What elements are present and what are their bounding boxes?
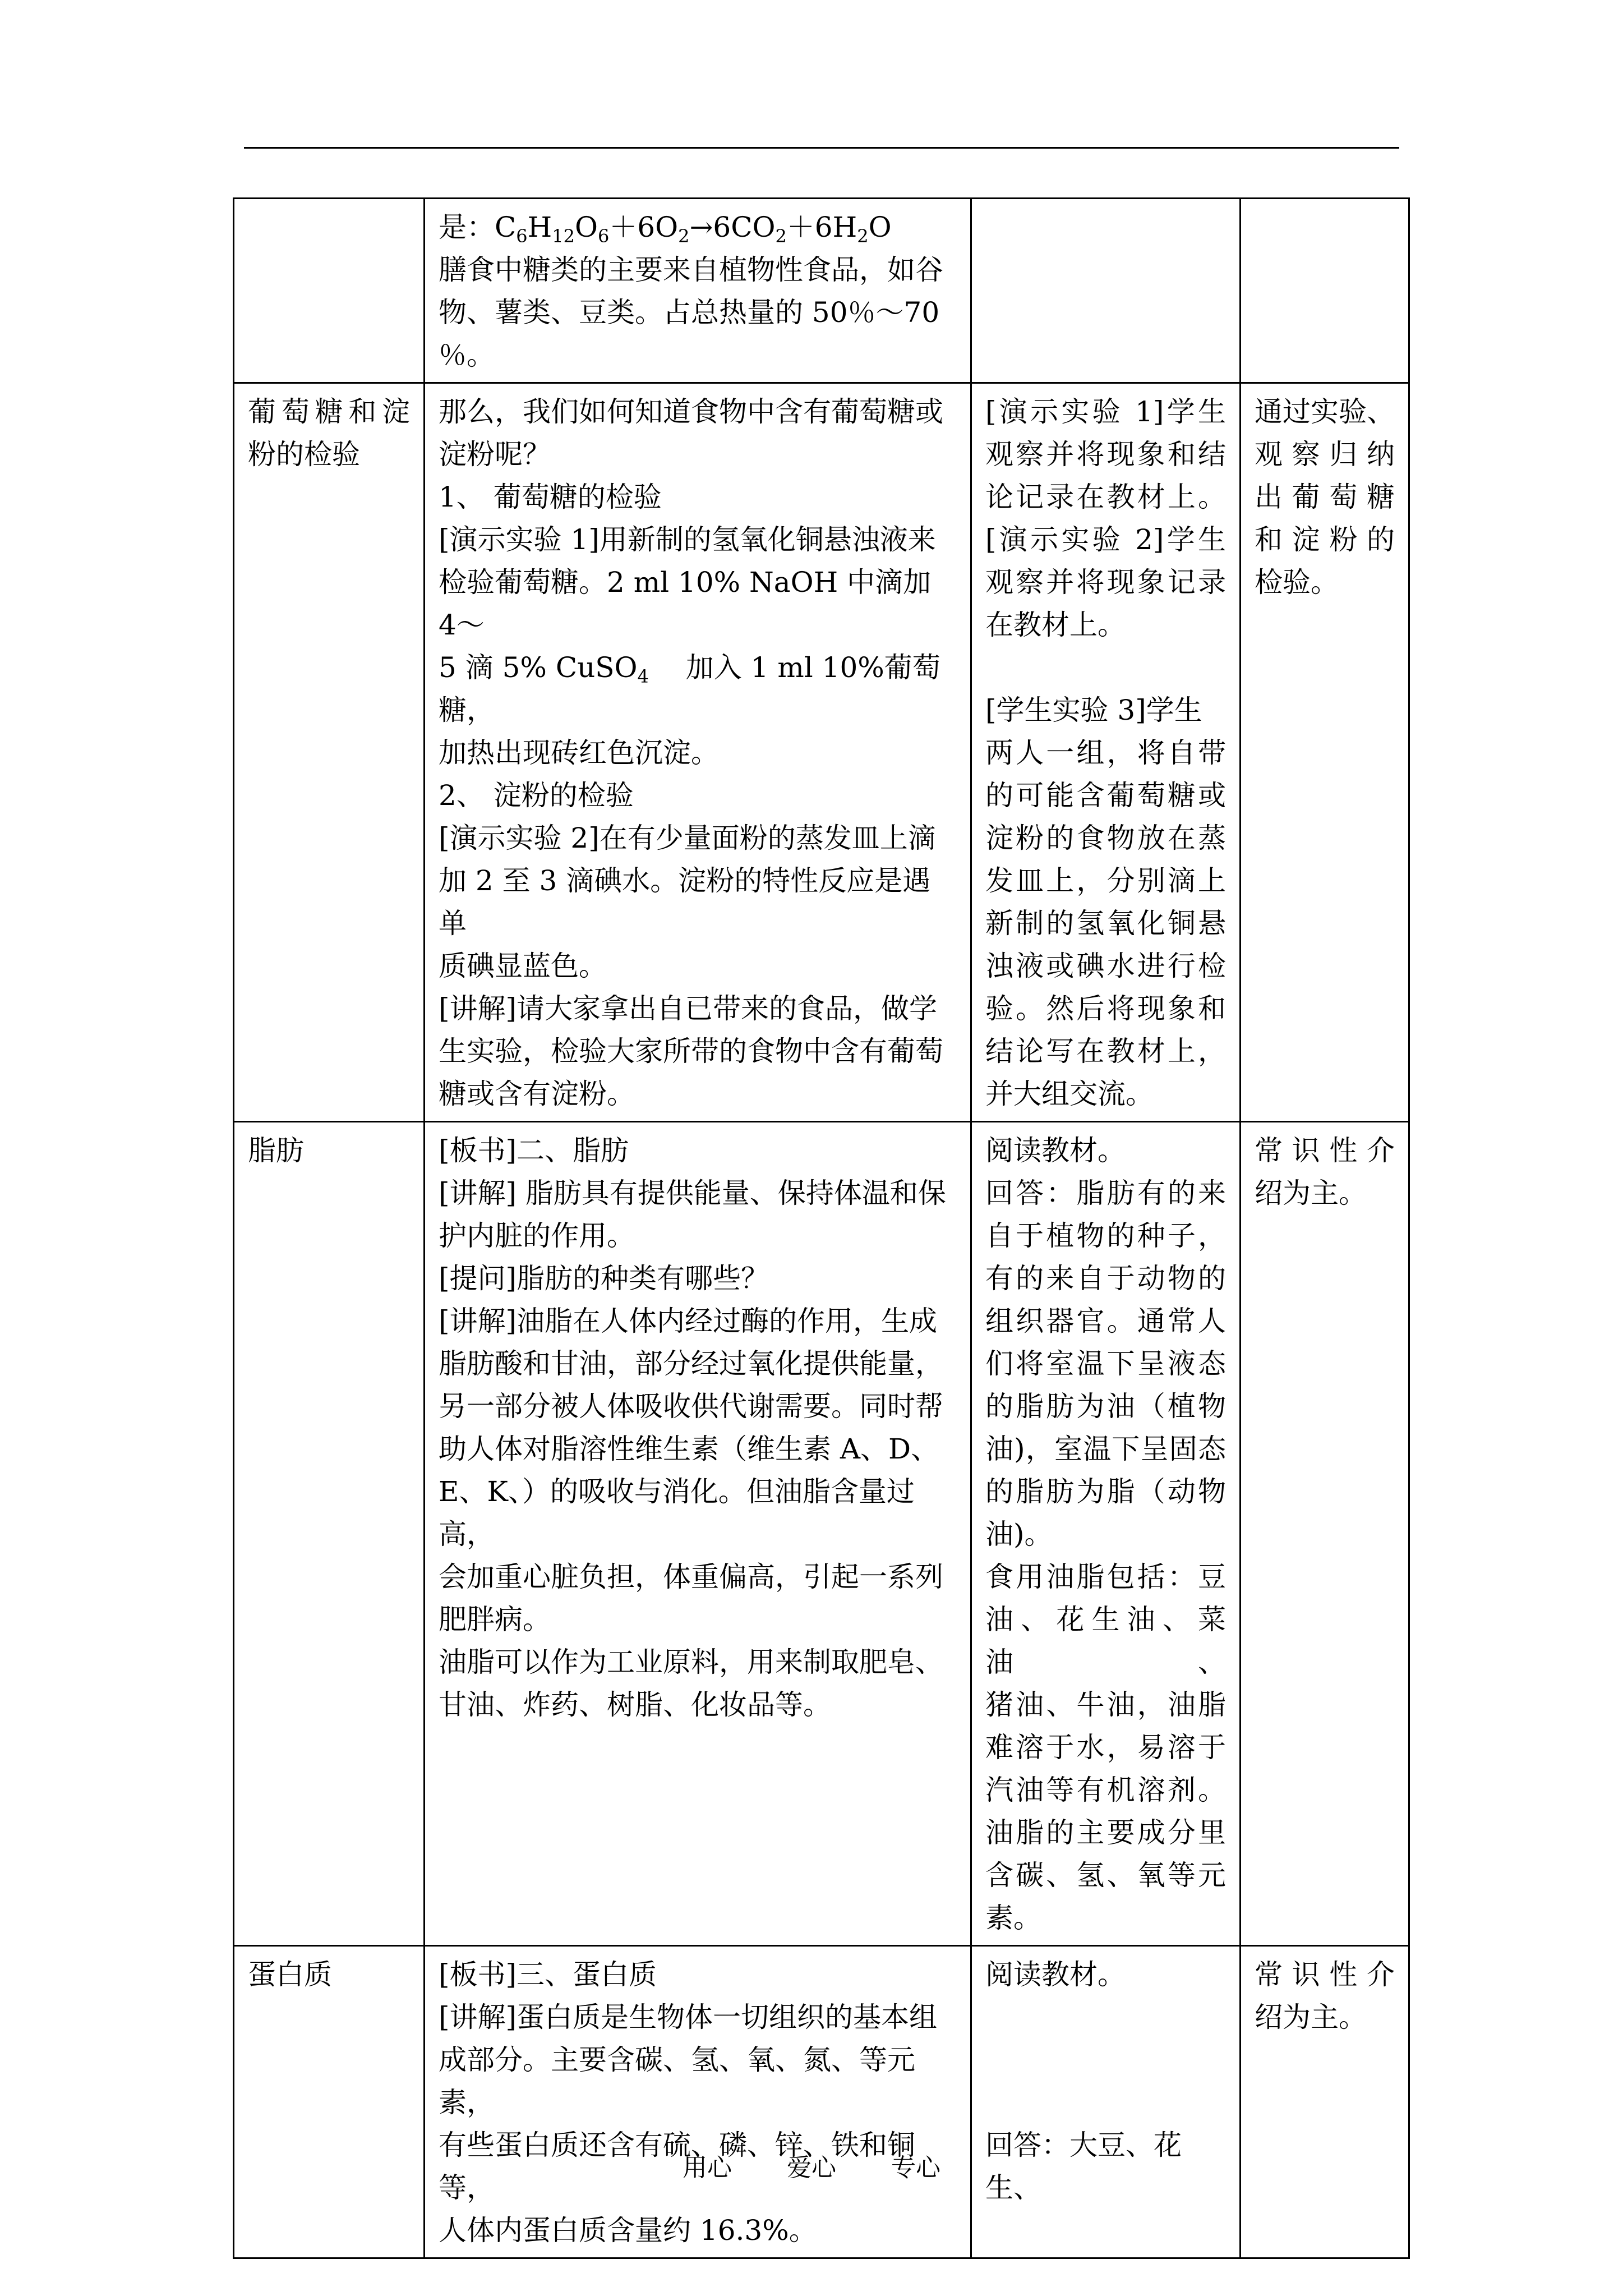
text-line: 自于植物的种子， <box>985 1220 1226 1252</box>
text-line: 油)。 <box>985 1518 1053 1550</box>
text-line: 膳食中糖类的主要来自植物性食品，如谷 <box>439 254 943 286</box>
text-line: 那么，我们如何知道食物中含有葡萄糖或 <box>439 395 943 428</box>
text-line: 常识性介 <box>1255 1958 1395 1991</box>
text-line: 回答：脂肪有的来 <box>985 1177 1226 1209</box>
text-line: 绍为主。 <box>1255 1177 1367 1209</box>
text-line: 糖或含有淀粉。 <box>439 1078 635 1110</box>
text-line: 有些蛋白质还含有硫、磷、锌、铁和铜等， <box>439 2129 915 2204</box>
text-line: 油脂可以作为工业原料，用来制取肥皂、 <box>439 1646 943 1678</box>
text-line: 组织器官。通常人 <box>985 1305 1226 1337</box>
design-intent-cell <box>1241 383 1409 1122</box>
text-line: 加热出现砖红色沉淀。 <box>439 737 719 769</box>
text-line: 会加重心脏负担，体重偏高，引起一系列 <box>439 1561 943 1593</box>
text-line: 回答：大豆、花生、 <box>985 2129 1182 2204</box>
text-line: 含碳、氢、氧等元 <box>985 1859 1226 1892</box>
text-line: 甘油、炸药、树脂、化妆品等。 <box>439 1688 831 1721</box>
table-row <box>234 383 1409 1122</box>
text-line: 结论写在教材上， <box>985 1035 1226 1068</box>
text-line: 成部分。主要含碳、氢、氧、氮、等元素， <box>439 2044 915 2119</box>
text-line: 检验葡萄糖。2 ml 10% NaOH 中滴加 4～ <box>439 566 932 641</box>
text-line: 猪油、牛油，油脂 <box>985 1688 1226 1721</box>
footer-text: 专心 <box>891 2154 940 2182</box>
text-line: 淀粉呢？ <box>439 438 551 471</box>
topic-cell <box>234 199 425 383</box>
footer-text: 用心 <box>683 2154 732 2182</box>
text-line: [学生实验 3]学生 <box>985 694 1202 726</box>
text-line: [讲解]请大家拿出自已带来的食品，做学 <box>439 992 938 1025</box>
text-line: [演示实验 2]学生 <box>985 523 1226 556</box>
design-intent-cell <box>1241 1946 1409 2258</box>
student-activity-cell <box>971 1946 1241 2258</box>
topic-label: 蛋白质 <box>248 1958 332 1991</box>
text-line: 5 滴 5% CuSO$_4$ 加入 1 ml 10%葡萄糖， <box>439 651 940 726</box>
text-line: 发皿上，分别滴上 <box>985 864 1226 897</box>
text-line: 难溶于水，易溶于 <box>985 1731 1226 1764</box>
topic-label: 脂肪 <box>248 1134 304 1167</box>
student-activity-cell <box>971 199 1241 383</box>
text-line: 另一部分被人体吸收供代谢需要。同时帮 <box>439 1390 943 1423</box>
student-activity-cell <box>971 383 1241 1122</box>
teacher-activity-cell <box>425 1122 971 1946</box>
topic-label: 葡萄糖和淀 <box>248 395 410 428</box>
text-line: 检验。 <box>1255 566 1339 599</box>
text-line: 物、薯类、豆类。占总热量的 50％～70 <box>439 296 940 329</box>
blank-line <box>985 2081 1226 2124</box>
blank-line <box>985 646 1226 689</box>
topic-cell <box>234 383 425 1122</box>
teacher-activity-cell <box>425 199 971 383</box>
design-intent-cell <box>1241 199 1409 383</box>
text-line: 新制的氢氧化铜悬 <box>985 907 1226 940</box>
text-line: 绍为主。 <box>1255 2001 1367 2033</box>
chemical-equation: 是：$C_6H_{12}O_6+6O_2\to 6CO_2+6H_2O$ <box>439 211 892 247</box>
text-line: 汽油等有机溶剂。 <box>985 1774 1226 1806</box>
text-line: [提问]脂肪的种类有哪些？ <box>439 1262 769 1295</box>
student-activity-cell <box>971 1122 1241 1946</box>
teacher-activity-cell <box>425 383 971 1122</box>
text-line: 食用油脂包括：豆 <box>985 1561 1226 1593</box>
text-line: 阅读教材。 <box>985 1134 1126 1167</box>
text-line: 的可能含葡萄糖或 <box>985 779 1226 812</box>
design-intent-cell <box>1241 1122 1409 1946</box>
table-row <box>234 1946 1409 2258</box>
text-line: 验。然后将现象和 <box>985 992 1226 1025</box>
teacher-activity-cell <box>425 1946 971 2258</box>
text-line: ％。 <box>439 339 495 371</box>
text-line: 两人一组，将自带 <box>985 737 1226 769</box>
text-line: 肥胖病。 <box>439 1603 551 1636</box>
lesson-plan-table <box>233 197 1410 2259</box>
footer-text: 爱心 <box>787 2154 836 2182</box>
table-row <box>234 1122 1409 1946</box>
text-line: 素。 <box>985 1902 1041 1934</box>
text-line: 生实验，检验大家所带的食物中含有葡萄 <box>439 1035 943 1068</box>
text-line: 油脂的主要成分里 <box>985 1816 1226 1849</box>
header-rule <box>244 147 1399 149</box>
topic-cell <box>234 1946 425 2258</box>
table-row <box>234 199 1409 383</box>
text-line: 的脂肪为脂（动物 <box>985 1475 1226 1508</box>
text-line: [板书]二、脂肪 <box>439 1134 629 1167</box>
topic-label: 粉的检验 <box>248 438 360 471</box>
text-line: [演示实验 1]学生 <box>985 395 1226 428</box>
text-line: [板书]三、蛋白质 <box>439 1958 657 1991</box>
text-line: 助人体对脂溶性维生素（维生素 A、D、 <box>439 1433 939 1465</box>
text-line: 并大组交流。 <box>985 1078 1154 1110</box>
text-line: [演示实验 2]在有少量面粉的蒸发皿上滴 <box>439 822 936 854</box>
text-line: 护内脏的作用。 <box>439 1220 635 1252</box>
text-line: 浊液或碘水进行检 <box>985 950 1226 982</box>
text-line: 油、花生油、菜油、 <box>985 1603 1226 1678</box>
page-footer <box>0 2147 1623 2183</box>
blank-line <box>985 1996 1226 2039</box>
text-line: 1、 葡萄糖的检验 <box>439 481 662 513</box>
text-line: 在教材上。 <box>985 609 1126 641</box>
text-line: 人体内蛋白质含量约 16.3%。 <box>439 2214 817 2247</box>
text-line: 常识性介 <box>1255 1134 1395 1167</box>
text-line: 脂肪酸和甘油，部分经过氧化提供能量， <box>439 1347 943 1380</box>
text-line: 2、 淀粉的检验 <box>439 779 634 812</box>
text-line: E、K、）的吸收与消化。但油脂含量过高， <box>439 1475 915 1550</box>
text-line: 观察并将现象记录 <box>985 566 1226 599</box>
text-line: 油)，室温下呈固态 <box>985 1433 1226 1465</box>
text-line: 通过实验、 <box>1255 395 1395 428</box>
text-line: 有的来自于动物的 <box>985 1262 1226 1295</box>
text-line: 和淀粉的 <box>1255 523 1395 556</box>
text-line: [讲解]油脂在人体内经过酶的作用，生成 <box>439 1305 938 1337</box>
topic-cell <box>234 1122 425 1946</box>
text-line: 出葡萄糖 <box>1255 481 1395 513</box>
blank-line <box>985 2039 1226 2081</box>
text-line: 淀粉的食物放在蒸 <box>985 822 1226 854</box>
text-line: 观察归纳 <box>1255 438 1395 471</box>
text-line: 们将室温下呈液态 <box>985 1347 1226 1380</box>
text-line: 加 2 至 3 滴碘水。淀粉的特性反应是遇单 <box>439 864 931 940</box>
text-line: [讲解] 脂肪具有提供能量、保持体温和保 <box>439 1177 946 1209</box>
text-line: 质碘显蓝色。 <box>439 950 607 982</box>
text-line: 阅读教材。 <box>985 1958 1126 1991</box>
text-line: [演示实验 1]用新制的氢氧化铜悬浊液来 <box>439 523 936 556</box>
text-line: 的脂肪为油（植物 <box>985 1390 1226 1423</box>
text-line: 论记录在教材上。 <box>985 481 1226 513</box>
text-line: [讲解]蛋白质是生物体一切组织的基本组 <box>439 2001 938 2033</box>
text-line: 观察并将现象和结 <box>985 438 1226 471</box>
